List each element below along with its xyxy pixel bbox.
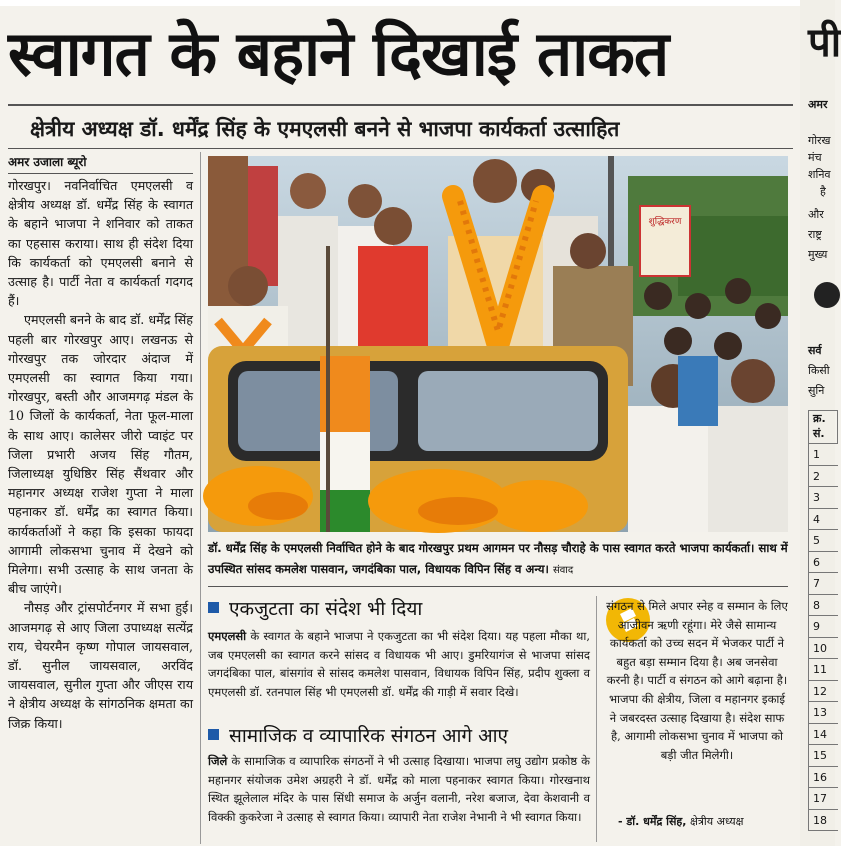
table-row: 16	[808, 767, 838, 789]
section-1-heading	[208, 595, 588, 623]
table-row: 1	[808, 444, 838, 466]
section-2-heading-text: सामाजिक व व्यापारिक संगठन आगे आए	[229, 725, 509, 747]
headline-rule	[8, 104, 793, 106]
table-row: 18	[808, 810, 838, 832]
adjacent-number-table	[808, 410, 838, 831]
table-row: 7	[808, 573, 838, 595]
quote-attribution-role: क्षेत्रीय अध्यक्ष	[686, 815, 744, 828]
section-marker-square	[208, 602, 219, 613]
adjacent-line: सुनि	[808, 384, 825, 397]
adjacent-byline-fragment: अमर	[808, 98, 828, 111]
subheadline: क्षेत्रीय अध्यक्ष डॉ. धर्मेंद्र सिंह के एमएलसी बनने से भाजपा कार्यकर्ता उत्साहित	[30, 117, 620, 141]
adjacent-line: राष्ट्र	[808, 228, 822, 241]
section-2-body	[208, 752, 590, 844]
adjacent-line: सर्व	[808, 344, 822, 357]
adjacent-logo	[814, 282, 840, 308]
table-row: 3	[808, 487, 838, 509]
section-marker-square	[208, 729, 219, 740]
adjacent-line: है	[820, 185, 826, 198]
adjacent-line: शनिव	[808, 168, 831, 181]
table-header: क्र. सं.	[808, 410, 838, 444]
section-2-lead: जिले	[208, 754, 228, 768]
byline: अमर उजाला ब्यूरो	[8, 155, 87, 169]
adjacent-line: मुख्य	[808, 248, 828, 261]
table-row: 10	[808, 638, 838, 660]
photo-caption	[208, 538, 788, 582]
pull-quote	[604, 597, 790, 837]
quote-attribution-name: - डॉ. धर्मेंद्र सिंह,	[618, 815, 687, 828]
table-row: 12	[808, 681, 838, 703]
section-2-heading	[208, 722, 588, 750]
caption-rule	[208, 586, 788, 587]
headline: स्वागत के बहाने दिखाई ताकत	[8, 17, 669, 90]
section-1-text: के स्वागत के बहाने भाजपा ने एकजुटता का भी संदेश दिया। यह पहला मौका था, जब एमएलसी का स्वागत करने सांसद व विधायक भी आए। डुमरियागंज से भाजपा सांसद जगदंबिका पाल, बांसगांव से सांसद कमलेश पासवान, विधायक विपिन सिंह, प्रदीप शुक्ला व एमएलसी डॉ. रतनपाल सिंह भी एमएलसी डॉ. धर्मेंद्र की गाड़ी में सवार दिखे।	[208, 629, 590, 699]
shop-sign-text: शुद्धिकरण	[648, 217, 682, 227]
body-paragraph-3: नौसड़ और ट्रांसपोर्टनगर में सभा हुई। आजमगढ़ से आए जिला उपाध्यक्ष सत्येंद्र राय, चेयरमैन कृष्ण गोपाल जायसवाल, डॉ. सुनील जायसवाल, अरविंद जायसवाल, सुनील गुप्ता और जीएस राय ने क्षेत्रीय अध्यक्ष के सांगठनिक क्षमता का जिक्र किया।	[8, 600, 193, 731]
table-row: 8	[808, 595, 838, 617]
table-row: 15	[808, 745, 838, 767]
table-row: 6	[808, 552, 838, 574]
section-2-text: के सामाजिक व व्यापारिक संगठनों ने भी उत्साह दिखाया। भाजपा लघु उद्योग प्रकोष्ठ के महानगर संयोजक उमेश अग्रहरी ने डॉ. धर्मेंद्र को माला पहनाकर स्वागत किया। गोरखनाथ स्थित झूलेलाल मंदिर के पास सिंधी समाज के अर्जुन वलानी, नरेश बजाज, देवा केशवानी व विक्की कुकरेजा ने उत्साह से स्वागत किया। व्यापारी नेता राजेश नेभानी ने भी स्वागत किया।	[208, 754, 590, 824]
rally-illustration	[208, 156, 788, 532]
table-row: 9	[808, 616, 838, 638]
adjacent-line: गोरख	[808, 134, 831, 147]
body-paragraph-1: गोरखपुर। नवनिर्वाचित एमएलसी व क्षेत्रीय अध्यक्ष डॉ. धर्मेंद्र सिंह के स्वागत के बहाने भाजपा ने शनिवार को ताकत का एहसास कराया। साथ ही संदेश दिया कि कार्यकर्ता को एमएलसी बनाने से उत्साह है। पार्टी नेता व कार्यकर्ता गदगद हैं।	[8, 178, 193, 309]
table-row: 13	[808, 702, 838, 724]
adjacent-headline-fragment: पी	[808, 20, 841, 66]
adjacent-line: किसी	[808, 364, 830, 377]
body-paragraph-2: एमएलसी बनने के बाद डॉ. धर्मेंद्र सिंह पहली बार गोरखपुर आए। लखनऊ से गोरखपुर तक जोरदार अंदाज में एमएलसी का स्वागत किया गया। गोरखपुर, बस्ती और आजमगढ़ मंडल के 10 जिलों के कार्यकर्ता, नेता फूल-माला के साथ आए। कालेसर जीरो प्वाइंट पर जिला प्रभारी अजय सिंह गौतम, जिलाध्यक्ष युधिष्ठिर सिंह सैंथवार और महानगर अध्यक्ष राजेश गुप्ता ने माला पहनाकर डॉ. धर्मेंद्र का स्वागत किया। कार्यकर्ताओं ने कहा कि इसका फायदा आगामी लोकसभा चुनाव में देखने को मिलेगा। सभी उत्साह के साथ जनता के बीच जाएंगे।	[8, 312, 193, 597]
table-row: 5	[808, 530, 838, 552]
table-row: 4	[808, 509, 838, 531]
adjacent-line: और	[808, 208, 824, 221]
photo-credit: संवाद	[552, 565, 574, 576]
photo-caption-text: डॉ. धर्मेंद्र सिंह के एमएलसी निर्वाचित होने के बाद गोरखपुर प्रथम आगमन पर नौसड़ चौराहे के पास स्वागत करते भाजपा कार्यकर्ता। साथ में उपस्थित सांसद कमलेश पासवान, जगदंबिका पाल, विधायक विपिन सिंह व अन्य।	[208, 541, 788, 576]
subhead-rule	[8, 148, 793, 149]
adjacent-line: मंच	[808, 151, 822, 164]
article-body-column	[8, 176, 193, 844]
quote-attribution	[618, 812, 798, 832]
byline-rule	[8, 173, 193, 174]
pull-quote-text: संगठन से मिले अपार स्नेह व सम्मान के लिए आजीवन ऋणी रहूंगा। मेरे जैसे सामान्य कार्यकर्ता को उच्च सदन में भेजकर पार्टी ने बहुत बड़ा सम्मान दिया है। अब जनसेवा करनी है। पार्टी व संगठन को आगे बढ़ाना है। भाजपा की क्षेत्रीय, जिला व महानगर इकाई ने जबरदस्त उत्साह दिखाया है। संदेश साफ है, आगामी लोकसभा चुनाव में भाजपा को बड़ी जीत मिलेगी।	[606, 599, 788, 762]
table-row: 14	[808, 724, 838, 746]
table-row: 2	[808, 466, 838, 488]
table-row: 17	[808, 788, 838, 810]
news-photo	[208, 156, 788, 532]
quote-divider	[596, 596, 597, 842]
column-divider	[200, 152, 201, 844]
section-1-heading-text: एकजुटता का संदेश भी दिया	[229, 598, 423, 620]
table-row: 11	[808, 659, 838, 681]
section-1-body	[208, 627, 590, 719]
section-1-lead: एमएलसी	[208, 629, 247, 643]
